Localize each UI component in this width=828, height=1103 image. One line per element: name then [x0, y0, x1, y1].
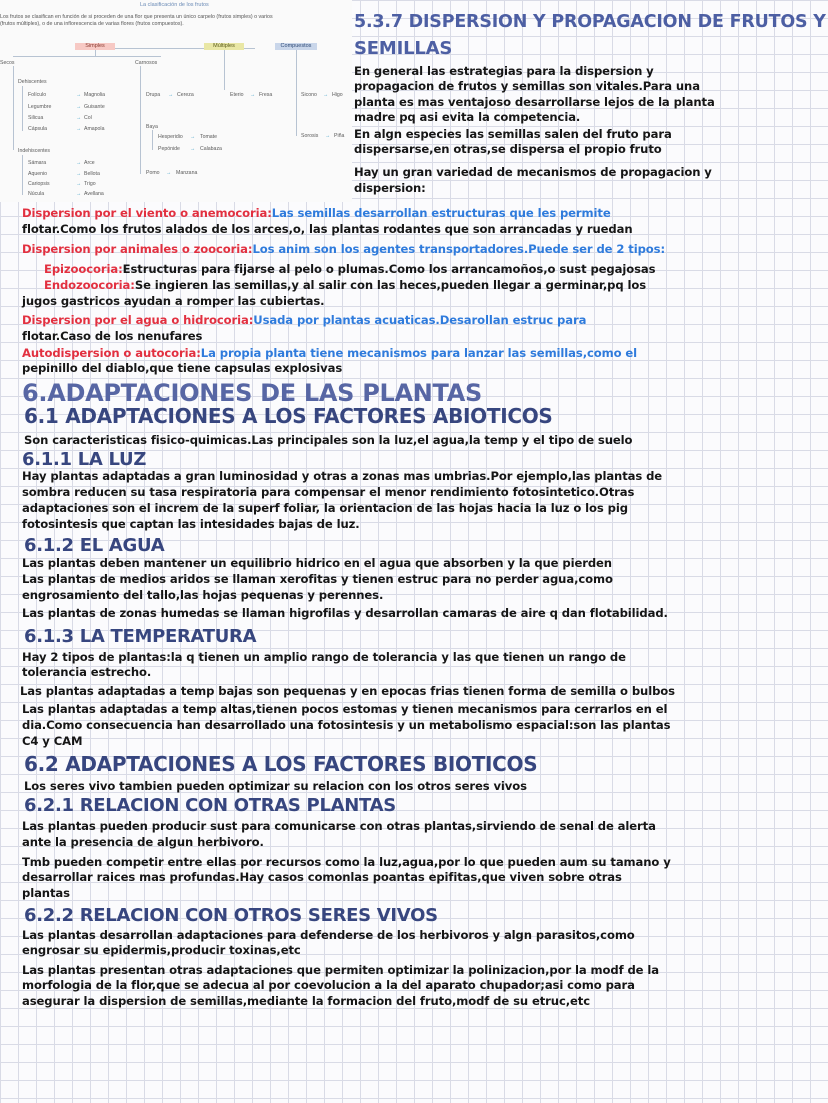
section-612-line: Las plantas deben mantener un equilibrio hidrico en el agua que absorben y la que pierden: [22, 556, 612, 570]
secos-label: Secos: [0, 60, 15, 66]
section-611-title: 6.1.1 LA LUZ: [22, 449, 147, 470]
hesperidio-row: Hesperidio: [158, 134, 183, 140]
sorosis-row: Sorosis: [301, 133, 319, 139]
section-612-title: 6.1.2 EL AGUA: [24, 535, 165, 556]
section-622-line: Las plantas presentan otras adaptaciones que permiten optimizar la polinizacion,por la modf de la: [22, 963, 659, 977]
fruit-classification-figure: La clasificación de los frutos Los frutos se clasifican en función de si proceden de una flor que presenta un único carpelo (frutos simples) o varios (frutos múltiples), o de una inflorescencia de varias flores (frutos compuestos). Simples Múltiples Compuestos Secos Dehiscentes Folículo → Magnolia Legumbre → Guisante Silicua → Col Cápsula → Amapola Indehiscentes Sámara → Arce Aquenio → Bellota Cariopsis → Trigo Núcula → Avellana Carnosos Drupa → Cereza Baya Hesperidio → Tomate Pepónide → Calabaza Pomo → Manzana Eterio → Fresa Sicono → Higo Sorosis → Piña: [0, 0, 352, 202]
indehiscentes-row-3: Cariopsis: [28, 181, 50, 187]
category-compuestos: Compuestos: [275, 43, 317, 50]
figure-intro-line-1: Los frutos se clasifican en función de si proceden de una flor que presenta un único carpelo (frutos simples) o varios: [0, 14, 273, 20]
section-537-line: En general las estrategias para la dispersion y: [354, 64, 654, 78]
dehiscentes-label: Dehiscentes: [18, 79, 47, 85]
section-622-title: 6.2.2 RELACION CON OTROS SERES VIVOS: [24, 905, 438, 926]
peponide-row: Pepónide: [158, 146, 180, 152]
section-537-line: dispersarse,en otras,se dispersa el propio fruto: [354, 142, 662, 156]
epizoocoria-label: Epizoocoria:: [44, 262, 123, 276]
section-537-line: planta es mas ventajoso desarrollarse lejos de la planta: [354, 95, 715, 109]
section-61-title: 6.1 ADAPTACIONES A LOS FACTORES ABIOTICOS: [24, 404, 553, 428]
section-622-line: Las plantas desarrollan adaptaciones para defenderse de los herbivoros y algn parasitos,como: [22, 928, 635, 942]
section-622-line: morfologia de la flor,que se adecua al por coevolucion a la del aparato chupador;asi como para: [22, 978, 635, 992]
anemocoria-line-2: flotar.Como los frutos alados de los arces,o, las plantas rodantes que son arrancadas y ruedan: [22, 222, 633, 236]
section-612-line: Las plantas de medios aridos se llaman xerofitas y tienen estruc para no perder agua,como: [22, 572, 613, 586]
section-537-title-line-2: SEMILLAS: [354, 38, 453, 59]
section-621-line: plantas: [22, 886, 70, 900]
section-612-line: Las plantas de zonas humedas se llaman higrofilas y desarrollan camaras de aire q dan flotabilidad.: [22, 606, 668, 620]
section-613-line: Hay 2 tipos de plantas:la q tienen un amplio rango de tolerancia y las que tienen un rango de: [22, 650, 626, 664]
dehiscentes-row-4: Cápsula: [28, 126, 48, 132]
endozoocoria-line-2: jugos gastricos ayudan a romper las cubiertas.: [22, 294, 325, 308]
autocoria-label: Autodispersion o autocoria:: [22, 346, 201, 360]
section-622-line: asegurar la dispersion de semillas,mediante la formacion del fruto,modf de su etruc,etc: [22, 994, 590, 1008]
pomo-row: Pomo: [146, 170, 160, 176]
indehiscentes-row-1: Sámara: [28, 160, 47, 166]
hidrocoria-line-2: flotar.Caso de los nenufares: [22, 329, 203, 343]
figure-intro-line-2: (frutos múltiples), o de una inflorescencia de varias flores (frutos compuestos).: [0, 21, 184, 27]
section-613-line: C4 y CAM: [22, 734, 83, 748]
section-537-line: En algn especies las semillas salen del fruto para: [354, 127, 672, 141]
dehiscentes-row-3: Silicua: [28, 115, 44, 121]
section-613-line: Las plantas adaptadas a temp bajas son pequenas y en epocas frias tienen forma de semilla o bulbos: [20, 684, 675, 698]
section-537-line: madre pq asi evita la competencia.: [354, 110, 581, 124]
anemocoria-line-1: Dispersion por el viento o anemocoria:Las semillas desarrollan estructuras que les permite: [22, 206, 611, 220]
sicono-row: Sicono: [301, 92, 317, 98]
hidrocoria-line-1: Dispersion por el agua o hidrocoria:Usada por plantas acuaticas.Desarollan estruc para: [22, 313, 587, 327]
section-537-line: dispersion:: [354, 181, 426, 195]
section-613-line: dia.Como consecuencia han desarrollado una fotosintesis y un metabolismo espacial:son las plantas: [22, 718, 671, 732]
section-611-line: fotosintesis que captan las intesidades bajas de luz.: [22, 517, 360, 531]
endozoocoria-label: Endozoocoria:: [44, 278, 135, 292]
hidrocoria-label: Dispersion por el agua o hidrocoria:: [22, 313, 254, 327]
section-611-line: sombra reducen su tasa respiratoria para compensar el menor rendimiento fotosintetico.Otras: [22, 485, 635, 499]
drupa-row: Drupa: [146, 92, 161, 98]
indehiscentes-label: Indehiscentes: [18, 148, 51, 154]
section-611-line: adaptaciones son el increm de la superf foliar, la orientacion de las hojas hacia la luz o los pig: [22, 501, 628, 515]
baya-label: Baya: [146, 124, 158, 130]
category-multiples: Múltiples: [204, 43, 244, 50]
indehiscentes-row-2: Aquenio: [28, 171, 48, 177]
section-621-title: 6.2.1 RELACION CON OTRAS PLANTAS: [24, 795, 396, 816]
section-62-text: Los seres vivo tambien pueden optimizar su relacion con los otros seres vivos: [24, 779, 527, 793]
section-613-title: 6.1.3 LA TEMPERATURA: [24, 626, 257, 647]
dehiscentes-row-2: Legumbre: [28, 104, 52, 110]
section-621-line: desarrollar raices mas profundas.Hay casos comonlas poantas epifitas,que viven sobre otras: [22, 870, 622, 884]
section-621-line: Las plantas pueden producir sust para comunicarse con otras plantas,sirviendo de senal de alerta: [22, 819, 656, 833]
autocoria-line-1: Autodispersion o autocoria:La propia planta tiene mecanismos para lanzar las semillas,como el: [22, 346, 638, 360]
section-621-line: Tmb pueden competir entre ellas por recursos como la luz,agua,por lo que pueden aum su tamano y: [22, 855, 671, 869]
epizoocoria-line: Epizoocoria:Estructuras para fijarse al pelo o plumas.Como los arrancamoños,o sust pegajosas: [44, 262, 656, 276]
section-611-line: Hay plantas adaptadas a gran luminosidad y otras a zonas mas umbrias.Por ejemplo,las plantas de: [22, 469, 663, 483]
carnosos-label: Carnosos: [135, 60, 158, 66]
figure-title: La clasificación de los frutos: [140, 2, 209, 8]
section-62-title: 6.2 ADAPTACIONES A LOS FACTORES BIOTICOS: [24, 752, 538, 776]
section-537-line: Hay un gran variedad de mecanismos de propagacion y: [354, 165, 712, 179]
section-613-line: tolerancia estrecho.: [22, 665, 152, 679]
section-61-text: Son caracteristicas fisico-quimicas.Las principales son la luz,el agua,la temp y el tipo de suelo: [24, 433, 633, 447]
section-613-line: Las plantas adaptadas a temp altas,tienen pocos estomas y tienen mecanismos para cerrarlos en el: [22, 702, 668, 716]
zoocoria-line: Dispersion por animales o zoocoria:Los anim son los agentes transportadores.Puede ser de 2 tipos:: [22, 242, 665, 256]
zoocoria-label: Dispersion por animales o zoocoria:: [22, 242, 253, 256]
indehiscentes-row-4: Núcula: [28, 191, 45, 197]
autocoria-line-2: pepinillo del diablo,que tiene capsulas explosivas: [22, 361, 343, 375]
section-622-line: engrosar su epidermis,producir toxinas,etc: [22, 943, 301, 957]
section-6-title: 6.ADAPTACIONES DE LAS PLANTAS: [22, 379, 483, 407]
dehiscentes-row-1: Folículo: [28, 92, 47, 98]
section-537-line: propagacion de frutos y semillas son vitales.Para una: [354, 79, 700, 93]
eterio-row: Eterio: [230, 92, 244, 98]
section-621-line: ante la presencia de algun herbivoro.: [22, 835, 264, 849]
section-612-line: engrosamiento del tallo,las hojas pequenas y perennes.: [22, 588, 384, 602]
anemocoria-label: Dispersion por el viento o anemocoria:: [22, 206, 272, 220]
category-simples: Simples: [75, 43, 115, 50]
endozoocoria-line-1: Endozoocoria:Se ingieren las semillas,y al salir con las heces,pueden llegar a germinar,pq los: [44, 278, 647, 292]
section-537-title-line-1: 5.3.7 DISPERSION Y PROPAGACION DE FRUTOS Y: [354, 11, 826, 32]
